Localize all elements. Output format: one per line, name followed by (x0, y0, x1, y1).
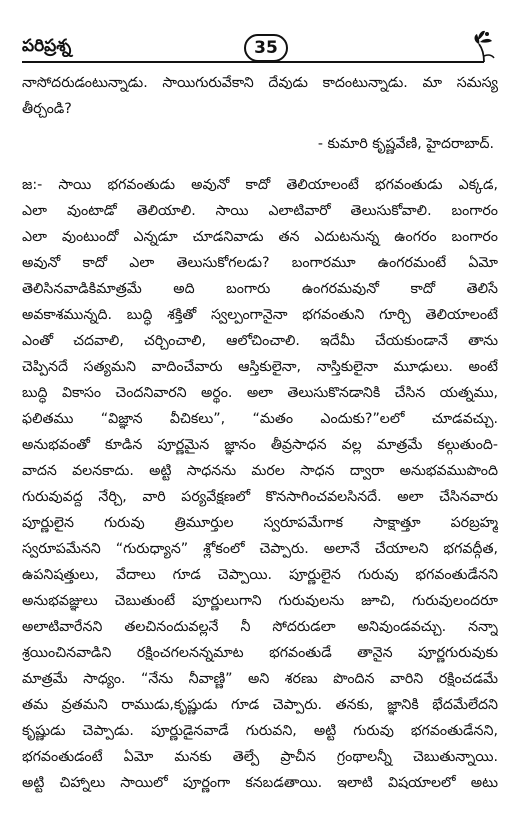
page-number: 35 (244, 34, 288, 62)
answer-line: కృష్ణుడు చెప్పాడు. పూర్ణుడైనవాడే గురువని, అట్టి గురువు భగవంతుడేనని, (22, 723, 498, 739)
question-line: నాసోదరుడంటున్నాడు. సాయిగురువేకాని దేవుడు కాదంటున్నాడు. మా సమస్య (22, 75, 498, 91)
answer-line: ఫలితము “విజ్ఞాన వీచికలు”, “మతం ఎందుకు?”లలో చూడవచ్చు. (22, 411, 498, 427)
answer-line: ఎంతో చదవాలి, చర్చించాలి, ఆలోచించాలి. ఇదేమీ చేయకుండానే తాను (22, 333, 498, 349)
answer-line: అనుభవజ్ఞులు చెబుతుంటే పూర్ణులుగాని గురువులను జూచి, గురువులందరూ (22, 593, 498, 609)
answer-line: ఉపనిషత్తులు, వేదాలు గూడ చెప్పాయి. పూర్ణులైన గురువు భగవంతుడేనని (22, 567, 498, 583)
flower-ornament-icon (470, 28, 498, 64)
answer-line: అనుభవంతో కూడిన పూర్ణమైన జ్ఞానం తీవ్రసాధన వల్ల మాత్రమే కల్గుతుంది- (22, 437, 498, 453)
answer-line: ఎలా వుంటాడో తెలియాలి. సాయి ఎలాటివారో తెలుసుకోవాలి. బంగారం (22, 203, 498, 219)
answer-line: గురువువద్ద నేర్చి, వారి పర్యవేక్షణలో కొనసాగించవలసినదే. అలా చేసినవారు (22, 489, 498, 505)
answer-line: తమ వ్రతమని రాముడు,కృష్ణుడు గూడ చెప్పారు. తనకు, జ్ఞానికి భేదమేలేదని (22, 697, 498, 713)
answer-line: పూర్ణులైన గురువు త్రిమూర్తుల స్వరూపమేగాక సాక్షాత్తూ పరబ్రహ్మ (22, 515, 498, 531)
answer-line: అట్టి చిహ్నాలు సాయిలో పూర్ణంగా కనబడతాయి. ఇలాటి విషయాలలో అటు (22, 775, 498, 791)
answer-line: అవకాశమున్నది. బుద్ధి శక్తితో స్వల్పంగానైనా భగవంతుని గూర్చి తెలియాలంటే (22, 307, 498, 323)
answer-line: స్వరూపమేనని “గురుధ్యాన” శ్లోకంలో చెప్పారు. అలానే చేయాలని భగవద్గీత, (22, 541, 498, 557)
answer-line: తెలిసినవాడికిమాత్రమే అది బంగారు ఉంగరమవునో కాదో తెలిసే (22, 281, 498, 297)
answer-text (22, 172, 498, 796)
answer-line: మాత్రమే సాధ్యం. “నేను నీవాణ్ణి” అని శరణు పొందిన వారిని రక్షించడమే (22, 671, 498, 687)
running-title: పరిప్రశ్న (22, 36, 72, 56)
header-rule (22, 61, 484, 63)
question-text (22, 70, 498, 122)
answer-line: ఎలా వుంటుందో ఎన్నడూ చూడనివాడు తన ఎదుటనున్న ఉంగరం బంగారం (22, 229, 498, 245)
answer-line: అవునో కాదో ఎలా తెలుసుకోగలడు? బంగారమూ ఉంగరమంటే ఏమో (22, 255, 498, 271)
answer-line: వాదన వలనకాదు. అట్టి సాధనను మరల సాధన ద్వారా అనుభవముపొంది (22, 463, 498, 479)
answer-line: చెప్పినదే సత్యమని వాదించేవారు ఆస్తికులైనా, నాస్తికులైనా మూఢులు. అంటే (22, 359, 498, 375)
answer-line: బుద్ధి వికాసం చెందనివారని అర్థం. అలా తెలుసుకొనడానికి చేసిన యత్నము, (22, 385, 498, 401)
question-line: తీర్చండి? (22, 101, 72, 117)
answer-line: శ్రయించినవాడిని రక్షించగలనన్నమాట భగవంతుడే తానైన పూర్ణగురువుకు (22, 645, 498, 661)
signature: - కుమారి కృష్ణవేణి, హైదరాబాద్. (317, 136, 494, 152)
answer-line: జ:- సాయి భగవంతుడు అవునో కాదో తెలియాలంటే భగవంతుడు ఎక్కడ, (22, 177, 498, 193)
answer-line: భగవంతుడంటే ఏమో మనకు తెల్పే ప్రాచీన గ్రంథాలన్నీ చెబుతున్నాయి. (22, 749, 498, 765)
answer-line: అలాటివారేనని తలచినందువల్లనే నీ సోదరుడలా అనివుండవచ్చు. నన్నా (22, 619, 498, 635)
page-header (22, 34, 492, 64)
